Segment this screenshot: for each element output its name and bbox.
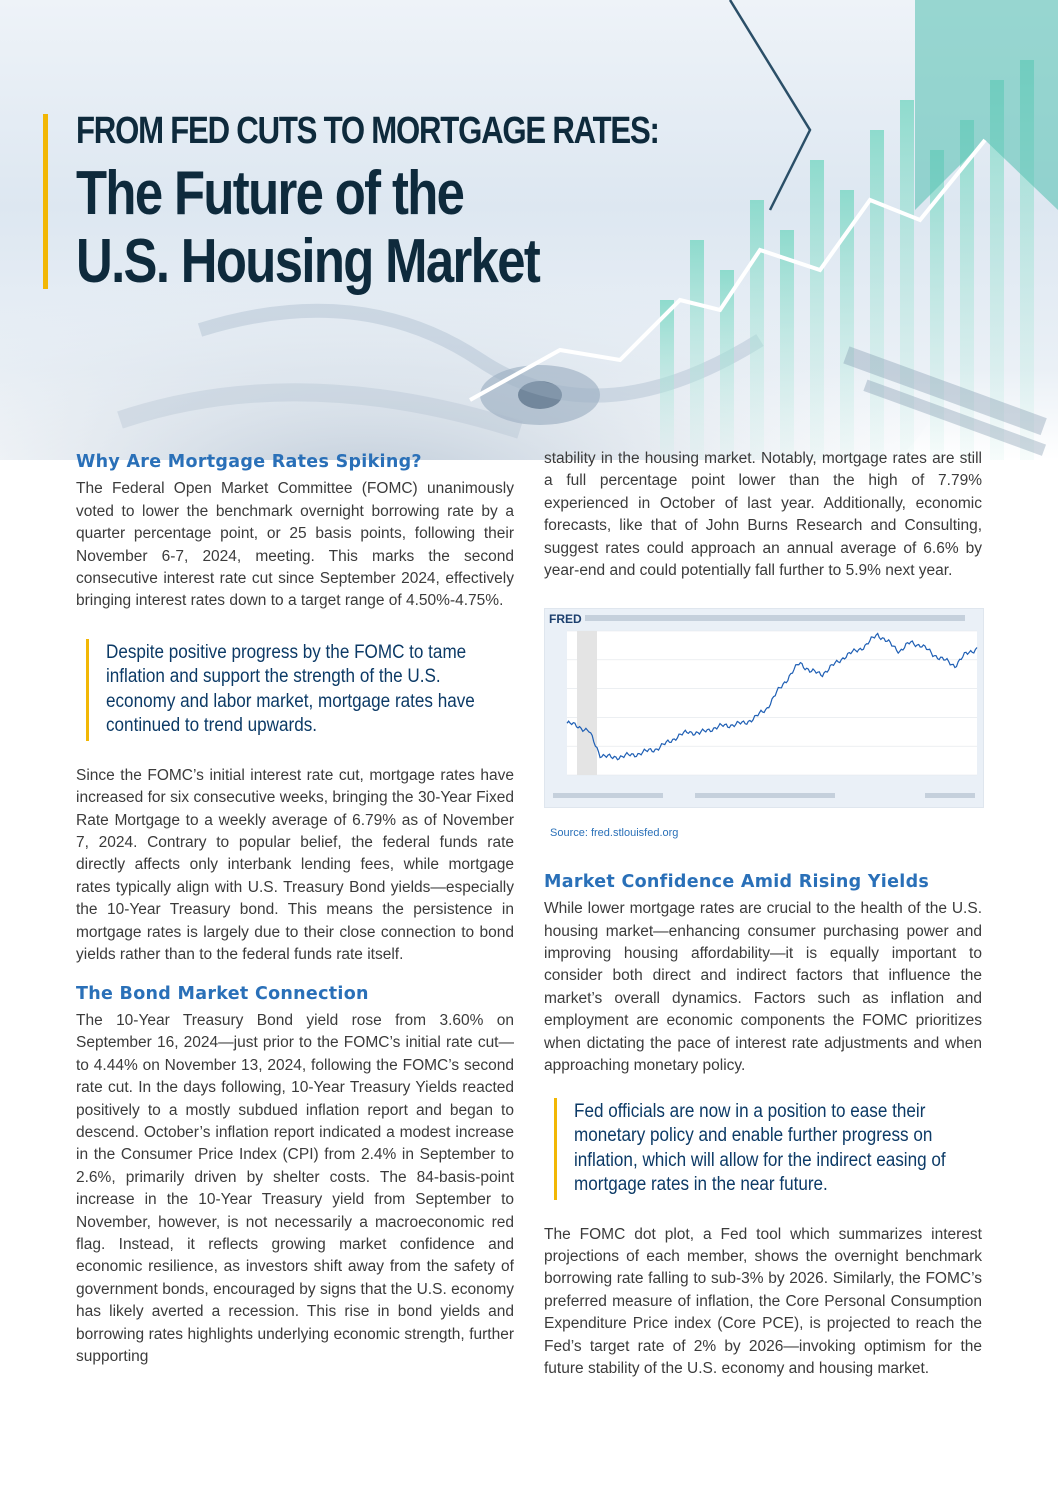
title-line-1: The Future of the [76, 159, 464, 228]
left-column [76, 448, 514, 1368]
chart-footer-placeholders [553, 793, 975, 798]
title-line-2: U.S. Housing Market [76, 227, 540, 296]
why-paragraph-2: Since the FOMC’s initial interest rate cut, mortgage rates have increased for six consecutive weeks, bringing the 30-Year Fixed Rate Mortgage to a weekly average of 6.79% as of November 7, 2024. Contrary to popular belief, the federal funds rate directly affects only interbank lending fees, while mortgage rates typically align with U.S. Treasury Bond yields—especially the 10-Year Treasury bond. This means the persistence in mortgage rates is largely due to their close connection to bond yields rather than to the federal funds rate itself. [76, 766, 514, 964]
chart-title-placeholder [585, 615, 965, 621]
title-accent-bar [43, 114, 48, 289]
bond-paragraph-continued: stability in the housing market. Notably, mortgage rates are still a full percentage point lower than the high of 7.79% experienced in October of last year. Additionally, economic forecasts, like that of John Burns Research and Consulting, suggest rates could approach an annual average of 6.6% by year-end and could potentially fall further to 5.9% next year. [544, 450, 982, 580]
pull-quote-1 [86, 639, 514, 741]
right-column [544, 448, 982, 1380]
why-paragraph-1: The Federal Open Market Committee (FOMC) unanimously voted to lower the benchmark overnight borrowing rate by a quarter percentage point, or 25 basis points, following their November 6-7, 2024, meeting. This marks the second consecutive interest rate cut since September 2024, effectively bringing interest rates down to a target range of 4.50%-4.75%. [76, 480, 514, 610]
recession-shading [577, 631, 597, 775]
plot-area [567, 631, 977, 775]
page-title [76, 160, 539, 296]
title-kicker: FROM FED CUTS TO MORTGAGE RATES: [76, 110, 659, 152]
confidence-paragraph-2: The FOMC dot plot, a Fed tool which summarizes interest projections of each member, shows the overnight benchmark borrowing rate falling to sub-3% by 2026. Similarly, the FOMC’s preferred measure of inflation, the Core Personal Consumption Expenditure Price index (Core PCE), is projected to reach the Fed’s target rate of 2% by 2026—invoking optimism for the future stability of the U.S. economy and housing market. [544, 1225, 982, 1377]
section-heading-why: Why Are Mortgage Rates Spiking? [76, 452, 422, 472]
confidence-paragraph-1: While lower mortgage rates are crucial to the health of the U.S. housing market—enhancing consumer purchasing power and improving housing affordability—it is equally important to consider both direct and indirect factors that influence the market’s overall dynamics. Factors such as inflation and employment are economic components the FOMC prioritizes when dictating the pace of interest rate adjustments and when approaching monetary policy. [544, 900, 982, 1075]
section-heading-confidence: Market Confidence Amid Rising Yields [544, 871, 930, 892]
pull-quote-2 [554, 1098, 982, 1200]
fred-chart-svg [545, 609, 983, 807]
section-heading-bond: The Bond Market Connection [76, 983, 369, 1004]
fred-chart [544, 608, 984, 808]
pull-quote-1-text: Despite positive progress by the FOMC to tame inflation and support the strength of the U.S. economy and labor market, mortgage rates have continued to trend upwards. [106, 641, 475, 737]
bond-paragraph-1: The 10-Year Treasury Bond yield rose from 3.60% on September 16, 2024—just prior to the FOMC’s initial rate cut—to 4.44% on November 13, 2024, following the FOMC’s second rate cut. In the days following, 10-Year Treasury Yields reacted positively to a mostly subdued inflation report and began to descend. October’s inflation report indicated a modest increase in the Consumer Price Index (CPI) from 2.4% in September to 2.6%, primarily driven by shelter costs. The 84-basis-point increase in the 10-Year Treasury yield from September to November, however, is not necessarily a macroeconomic red flag. Instead, it reflects growing market confidence and economic resilience, as investors shift away from the safety of government bonds, encouraged by signs that the U.S. economy has likely averted a recession. This rise in bond yields and borrowing rates highlights underlying economic strength, further supporting [76, 1011, 514, 1365]
chart-source: Source: fred.stlouisfed.org [550, 827, 679, 840]
hero-banner [0, 0, 1058, 460]
pull-quote-2-text: Fed officials are now in a position to ease their monetary policy and enable further progress on inflation, which will allow for the indirect easing of mortgage rates in the near future. [574, 1100, 946, 1195]
fred-logo-text: FRED [549, 612, 582, 627]
